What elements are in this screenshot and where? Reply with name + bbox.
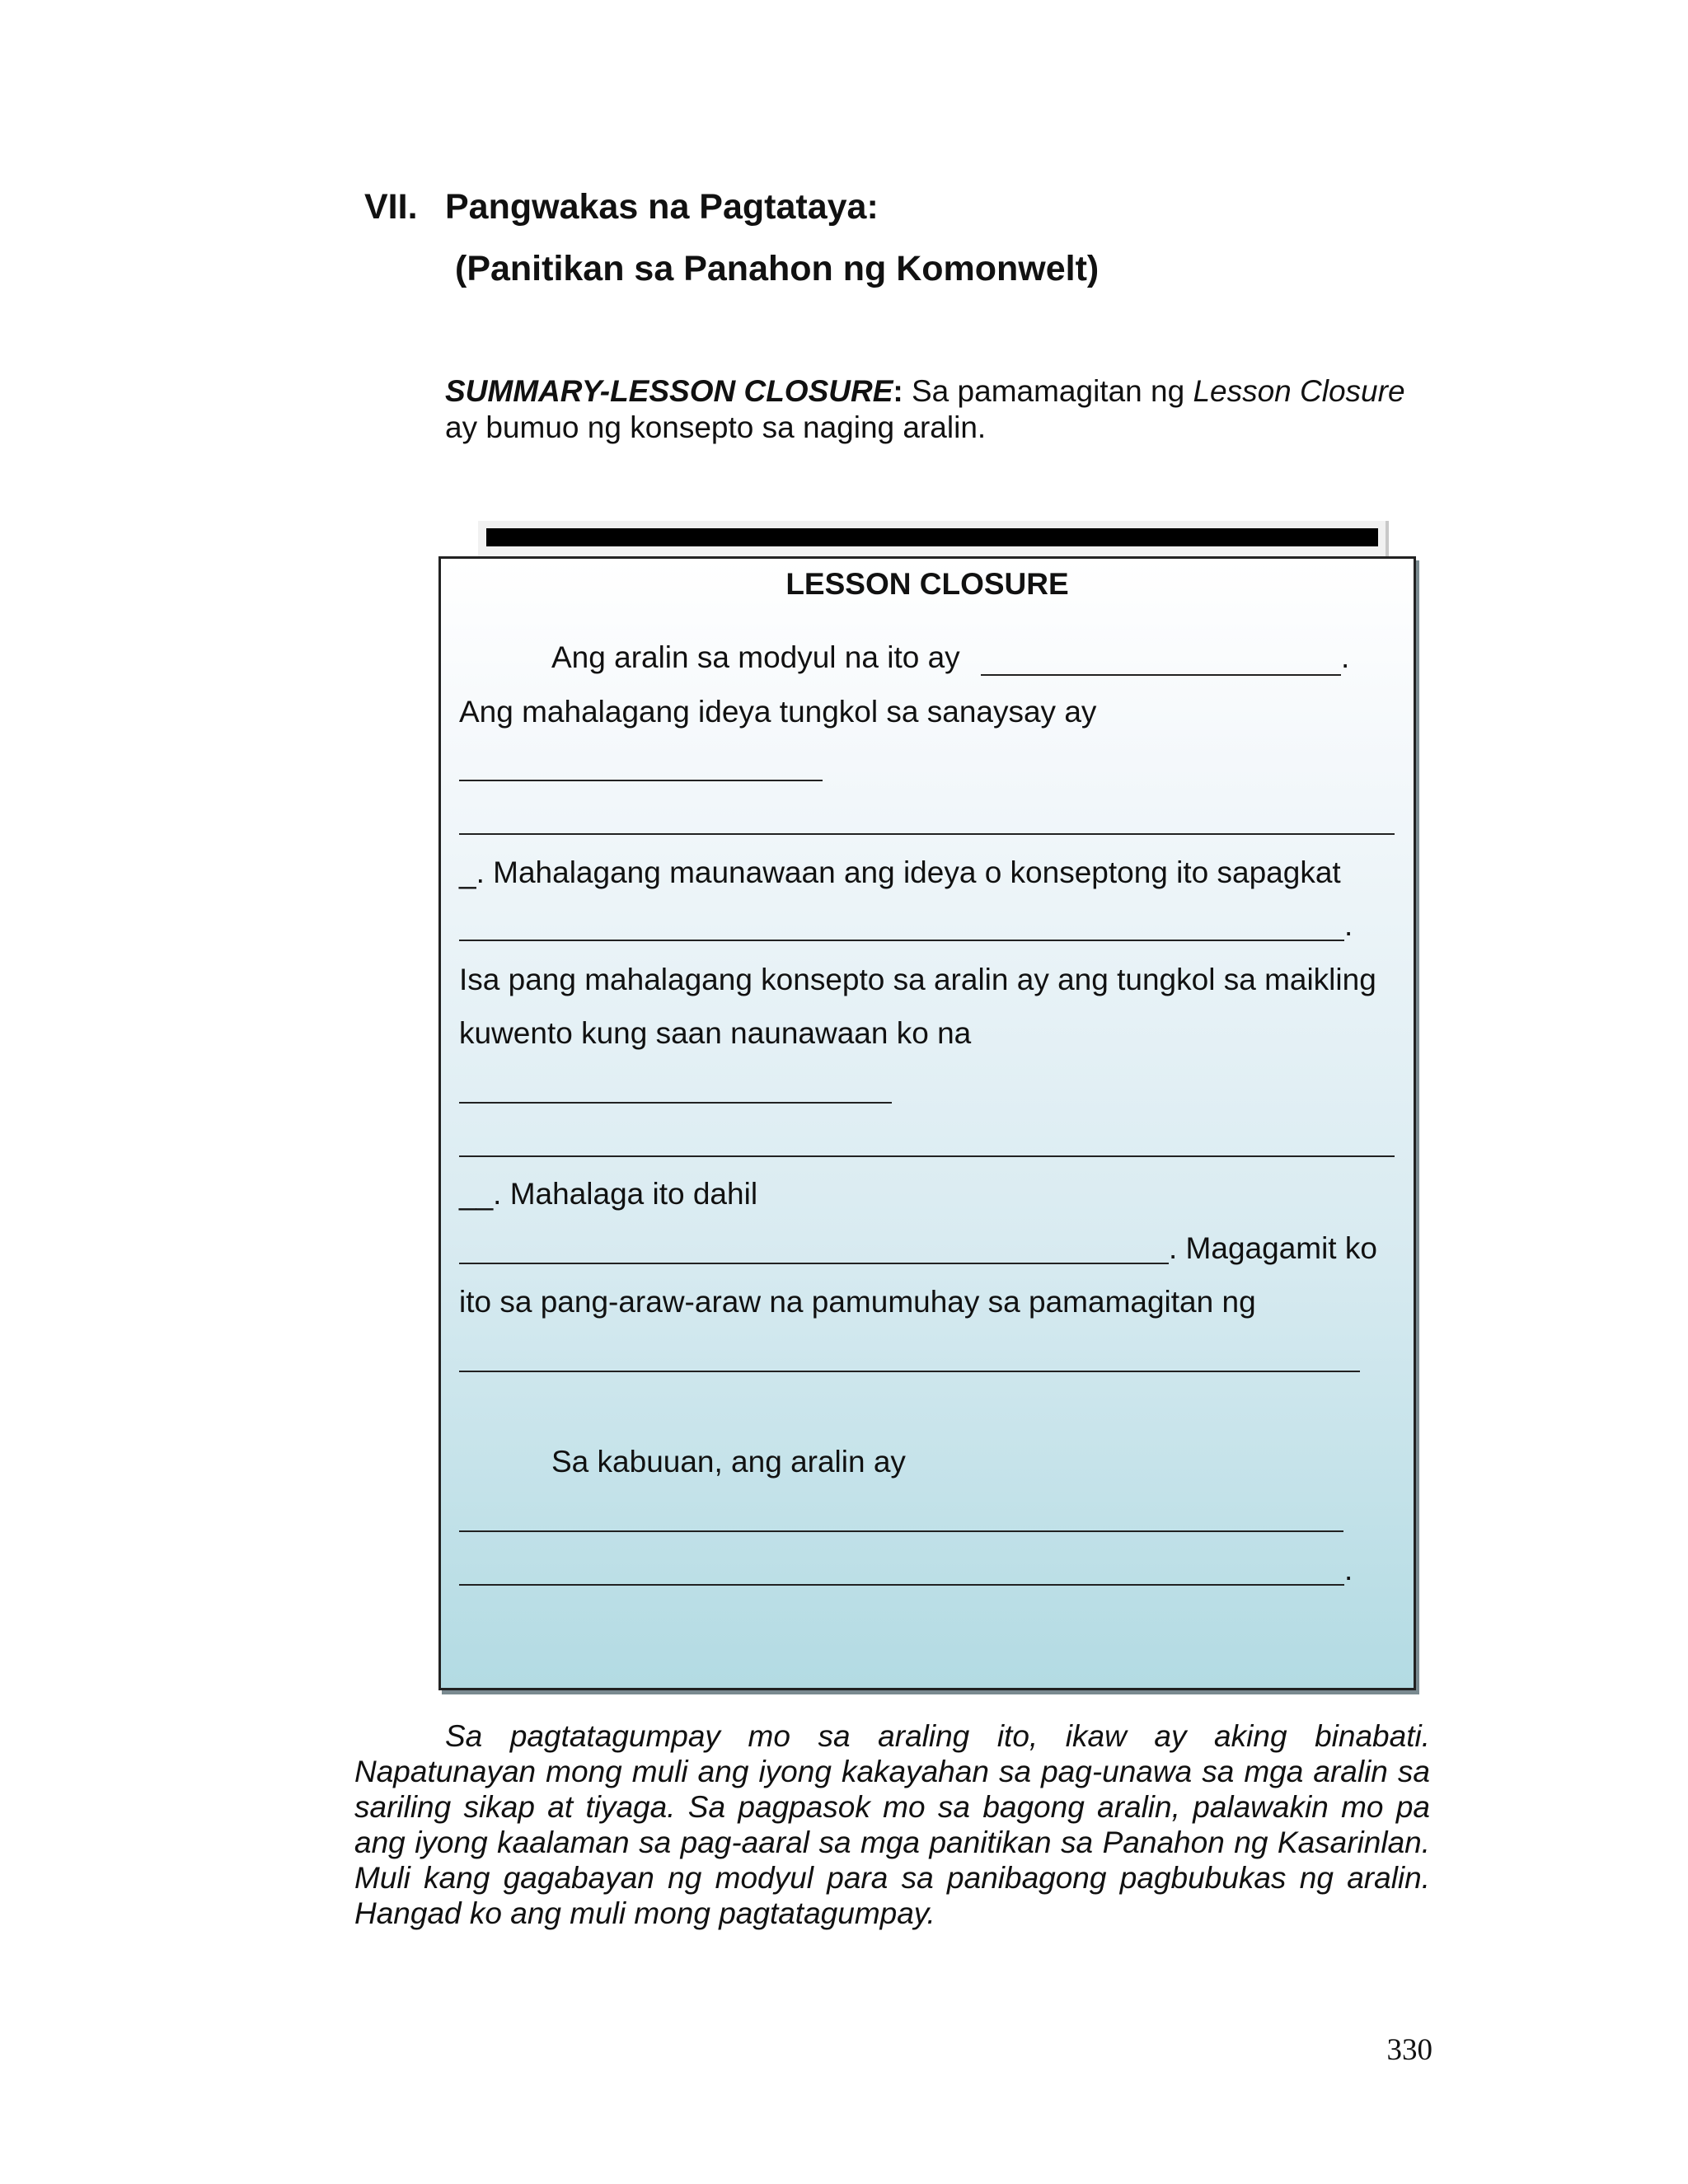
blank-line-4[interactable] bbox=[459, 940, 1344, 941]
summary-instruction bbox=[445, 373, 1430, 446]
summary-colon: : bbox=[893, 374, 903, 408]
closure-line-3-end: . bbox=[1344, 908, 1353, 942]
blank-line-10[interactable] bbox=[459, 1584, 1344, 1586]
blank-line-5[interactable] bbox=[459, 1102, 892, 1104]
closure-line-7-end: . Magagamit ko bbox=[1169, 1231, 1377, 1265]
blank-line-2[interactable] bbox=[459, 780, 823, 781]
section-subtitle: (Panitikan sa Panahon ng Komonwelt) bbox=[455, 249, 1100, 288]
closure-line-8: ito sa pang-araw-araw na pamumuhay sa pamamagitan ng bbox=[459, 1285, 1256, 1319]
closure-line-1-end: . bbox=[1341, 640, 1350, 674]
section-number: VII. bbox=[364, 187, 418, 227]
blank-line-6[interactable] bbox=[459, 1155, 1395, 1157]
summary-text-2: ay bumuo ng konsepto sa naging aralin. bbox=[445, 410, 987, 444]
closure-line-4: Isa pang mahalagang konsepto sa aralin ay ang tungkol sa maikling bbox=[459, 963, 1376, 996]
blank-line-9[interactable] bbox=[459, 1530, 1343, 1532]
page-number: 330 bbox=[1386, 2033, 1432, 2067]
summary-text-1: Sa pamamagitan ng bbox=[903, 374, 1193, 408]
summary-italic: Lesson Closure bbox=[1193, 374, 1405, 408]
closure-line-6: __. Mahalaga ito dahil bbox=[459, 1177, 758, 1211]
closure-line-3: _. Mahalagang maunawaan ang ideya o konseptong ito sapagkat bbox=[459, 855, 1341, 889]
blank-line-3[interactable] bbox=[459, 833, 1395, 835]
blank-line-1[interactable] bbox=[981, 674, 1341, 676]
blank-line-7[interactable] bbox=[459, 1263, 1169, 1264]
closing-paragraph: Sa pagtatagumpay mo sa araling ito, ikaw ay aking binabati. Napatunayan mong muli ang iyong kakayahan sa pag-unawa sa mga aralin sa sariling sikap at tiyaga. Sa pagpasok mo sa bagong aralin, palawakin mo pa ang iyong kaalaman sa pag-aaral sa mga panitikan sa Panahon ng Kasarinlan. Muli kang gagabayan ng modyul para sa panibagong pagbubukas ng aralin. Hangad ko ang muli mong pagtatagumpay. bbox=[354, 1719, 1430, 1930]
closure-line-5: kuwento kung saan naunawaan ko na bbox=[459, 1016, 972, 1050]
lesson-closure-title: LESSON CLOSURE bbox=[785, 567, 1069, 601]
closure-line-2: Ang mahalagang ideya tungkol sa sanaysay ay bbox=[459, 695, 1097, 729]
closure-line-1: Ang aralin sa modyul na ito ay bbox=[551, 640, 960, 674]
summary-label: SUMMARY-LESSON CLOSURE bbox=[445, 374, 893, 408]
decorative-bar bbox=[486, 528, 1378, 546]
closure-line-9: Sa kabuuan, ang aralin ay bbox=[551, 1445, 906, 1479]
section-title: Pangwakas na Pagtataya: bbox=[445, 187, 879, 227]
closure-line-10-end: . bbox=[1344, 1553, 1353, 1586]
blank-line-8[interactable] bbox=[459, 1371, 1360, 1372]
